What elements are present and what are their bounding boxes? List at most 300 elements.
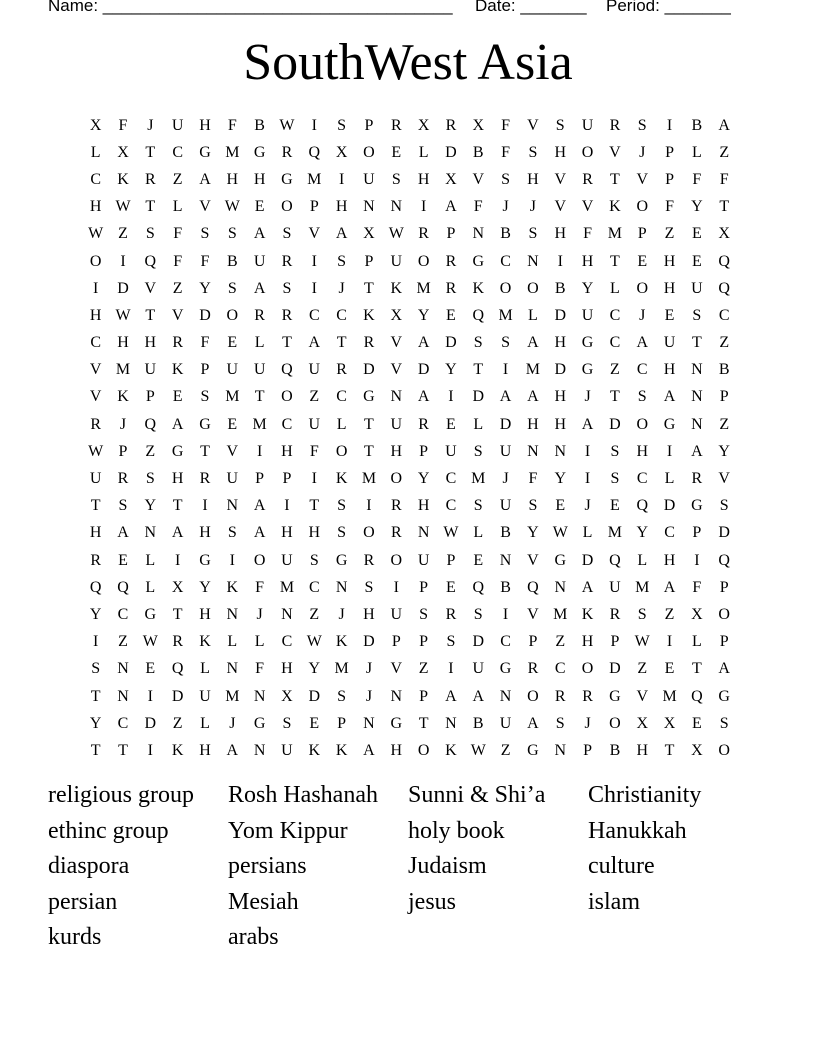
grid-letter: F — [692, 578, 702, 596]
grid-letter: N — [363, 714, 375, 732]
grid-letter: T — [145, 306, 156, 324]
grid-letter: U — [499, 497, 512, 515]
grid-letter: S — [555, 714, 565, 732]
grid-letter: A — [226, 741, 239, 759]
grid-letter: M — [115, 361, 131, 379]
grid-letter: F — [719, 170, 729, 188]
grid-letter: Q — [472, 306, 485, 324]
grid-letter: S — [473, 334, 483, 352]
grid-letter: R — [281, 143, 293, 161]
grid-letter: V — [581, 198, 594, 216]
grid-letter: Y — [199, 578, 211, 596]
grid-letter: T — [90, 687, 101, 705]
grid-letter: J — [529, 198, 537, 216]
grid-letter: S — [364, 578, 374, 596]
header-fields — [48, 0, 748, 20]
grid-letter: X — [117, 143, 129, 161]
period-field-label: Period: _______ — [606, 0, 731, 15]
grid-letter: H — [417, 170, 430, 188]
grid-letter: O — [363, 524, 375, 542]
grid-letter: X — [691, 741, 703, 759]
grid-letter: Z — [555, 633, 566, 651]
grid-letter: U — [609, 578, 621, 596]
grid-letter: Z — [610, 361, 620, 379]
grid-letter: Z — [637, 660, 648, 678]
grid-row — [82, 493, 738, 520]
grid-row — [82, 139, 738, 166]
grid-letter: N — [527, 442, 539, 460]
grid-letter: H — [89, 524, 102, 542]
grid-letter: K — [581, 605, 594, 623]
grid-letter: I — [120, 252, 126, 270]
word-bank-item: religious group — [48, 782, 194, 808]
grid-letter: H — [390, 442, 403, 460]
grid-letter: T — [610, 170, 620, 188]
grid-letter: N — [390, 198, 403, 216]
grid-letter: P — [665, 143, 674, 161]
grid-letter: H — [117, 334, 129, 352]
grid-letter: D — [199, 306, 211, 324]
grid-letter: I — [694, 551, 700, 569]
grid-letter: O — [581, 143, 594, 161]
word-bank-item: Christianity — [588, 782, 702, 808]
grid-letter: V — [199, 198, 211, 216]
grid-letter: I — [256, 442, 263, 460]
grid-letter: U — [281, 741, 293, 759]
grid-letter: I — [311, 279, 317, 297]
grid-letter: I — [666, 633, 673, 651]
grid-letter: F — [173, 225, 183, 243]
grid-letter: H — [144, 334, 157, 352]
grid-letter: J — [229, 714, 236, 732]
grid-letter: T — [90, 741, 101, 759]
grid-letter: Q — [718, 279, 730, 297]
grid-letter: R — [609, 605, 621, 623]
grid-row — [82, 574, 738, 601]
grid-letter: D — [363, 633, 375, 651]
grid-letter: N — [281, 605, 293, 623]
grid-letter: W — [88, 225, 104, 243]
grid-letter: N — [691, 388, 703, 406]
grid-letter: S — [337, 524, 347, 542]
grid-letter: P — [364, 252, 374, 270]
grid-letter: N — [527, 252, 539, 270]
grid-letter: H — [171, 470, 184, 488]
grid-letter: R — [445, 279, 457, 297]
grid-letter: M — [607, 225, 623, 243]
grid-letter: H — [663, 361, 676, 379]
grid-letter: Z — [719, 143, 730, 161]
grid-letter: R — [281, 252, 293, 270]
grid-letter: N — [691, 361, 703, 379]
grid-letter: U — [199, 687, 211, 705]
grid-letter: I — [311, 470, 317, 488]
grid-letter: F — [173, 252, 183, 270]
grid-letter: W — [88, 442, 104, 460]
grid-letter: E — [691, 252, 702, 270]
grid-letter: N — [445, 714, 457, 732]
grid-letter: I — [584, 470, 591, 488]
grid-letter: N — [390, 687, 403, 705]
grid-letter: J — [119, 415, 127, 433]
grid-letter: R — [90, 551, 101, 569]
grid-letter: P — [610, 633, 620, 651]
grid-letter: Y — [691, 198, 703, 216]
grid-letter: O — [335, 442, 348, 460]
grid-letter: J — [147, 116, 154, 134]
grid-letter: I — [557, 252, 563, 270]
grid-letter: K — [363, 306, 375, 324]
grid-letter: E — [227, 415, 238, 433]
grid-letter: E — [309, 714, 320, 732]
grid-letter: P — [692, 524, 702, 542]
grid-letter: G — [281, 170, 293, 188]
grid-letter: Z — [664, 225, 675, 243]
grid-letter: Q — [144, 252, 157, 270]
grid-letter: A — [718, 660, 730, 678]
grid-letter: C — [117, 605, 129, 623]
grid-letter: U — [417, 551, 430, 569]
grid-letter: U — [390, 415, 403, 433]
grid-letter: O — [636, 415, 648, 433]
grid-letter: D — [117, 279, 129, 297]
grid-letter: Q — [691, 687, 703, 705]
grid-letter: A — [581, 415, 594, 433]
grid-letter: I — [338, 170, 345, 188]
grid-letter: Y — [144, 497, 157, 515]
grid-letter: S — [282, 279, 292, 297]
grid-letter: S — [337, 687, 347, 705]
grid-letter: T — [172, 605, 183, 623]
grid-row — [82, 275, 738, 302]
grid-letter: Y — [417, 306, 430, 324]
grid-letter: Z — [172, 170, 183, 188]
grid-letter: S — [200, 225, 210, 243]
grid-letter: K — [308, 741, 321, 759]
grid-letter: O — [390, 551, 403, 569]
grid-letter: A — [581, 578, 594, 596]
grid-letter: S — [501, 334, 511, 352]
grid-letter: L — [90, 143, 101, 161]
grid-letter: S — [501, 170, 511, 188]
grid-letter: A — [253, 524, 266, 542]
grid-letter: N — [554, 442, 567, 460]
grid-letter: S — [692, 306, 702, 324]
grid-letter: G — [253, 714, 266, 732]
grid-letter: M — [279, 578, 295, 596]
word-bank-item: Judaism — [408, 853, 487, 879]
grid-letter: A — [253, 279, 266, 297]
grid-letter: E — [118, 551, 128, 569]
date-field-label: Date: _______ — [475, 0, 587, 15]
grid-letter: R — [418, 415, 429, 433]
grid-letter: F — [692, 170, 702, 188]
grid-letter: H — [363, 605, 375, 623]
grid-letter: U — [445, 442, 457, 460]
grid-letter: S — [637, 388, 647, 406]
grid-letter: X — [663, 714, 676, 732]
grid-letter: I — [229, 551, 235, 569]
grid-letter: Z — [664, 605, 675, 623]
grid-letter: K — [199, 633, 211, 651]
grid-letter: Q — [472, 578, 485, 596]
grid-letter: H — [199, 524, 211, 542]
grid-letter: V — [226, 442, 239, 460]
word-bank-item: culture — [588, 853, 655, 879]
grid-row — [82, 330, 738, 357]
grid-letter: T — [118, 741, 128, 759]
grid-letter: S — [145, 470, 155, 488]
grid-letter: P — [719, 388, 729, 406]
grid-letter: P — [200, 361, 210, 379]
grid-letter: A — [171, 524, 184, 542]
grid-letter: U — [581, 116, 594, 134]
grid-letter: U — [89, 470, 102, 488]
grid-letter: P — [637, 225, 647, 243]
grid-letter: Q — [144, 415, 157, 433]
grid-letter: U — [581, 306, 594, 324]
grid-letter: I — [666, 442, 673, 460]
grid-letter: T — [610, 388, 620, 406]
grid-letter: H — [308, 524, 321, 542]
grid-letter: N — [499, 551, 512, 569]
grid-letter: B — [500, 578, 511, 596]
grid-letter: F — [227, 116, 237, 134]
word-bank-item: ethinc group — [48, 817, 169, 844]
grid-letter: T — [309, 497, 320, 515]
grid-letter: K — [117, 170, 129, 188]
grid-letter: U — [171, 116, 184, 134]
grid-letter: P — [337, 714, 347, 732]
grid-letter: C — [500, 633, 511, 651]
grid-letter: O — [417, 252, 430, 270]
grid-letter: L — [254, 633, 265, 651]
grid-letter: I — [448, 660, 454, 678]
grid-letter: X — [171, 578, 184, 596]
grid-letter: I — [311, 116, 317, 134]
grid-letter: R — [336, 361, 347, 379]
grid-letter: M — [416, 279, 431, 297]
grid-letter: M — [361, 470, 377, 488]
grid-letter: W — [388, 225, 404, 243]
grid-letter: A — [663, 388, 676, 406]
grid-letter: O — [636, 198, 648, 216]
grid-row — [82, 737, 738, 764]
grid-letter: S — [282, 225, 292, 243]
grid-letter: V — [472, 170, 485, 188]
grid-letter: N — [691, 415, 703, 433]
grid-letter: C — [90, 334, 101, 352]
grid-letter: J — [639, 306, 646, 324]
grid-row — [82, 112, 738, 139]
grid-letter: A — [472, 687, 485, 705]
grid-letter: H — [527, 170, 539, 188]
grid-letter: I — [366, 497, 372, 515]
grid-row — [82, 629, 738, 656]
grid-letter: H — [281, 524, 293, 542]
grid-letter: U — [253, 361, 266, 379]
grid-letter: M — [498, 306, 513, 324]
grid-row — [82, 357, 738, 384]
grid-letter: N — [226, 660, 239, 678]
grid-letter: A — [527, 334, 539, 352]
grid-letter: K — [609, 198, 621, 216]
grid-letter: S — [337, 497, 347, 515]
grid-letter: C — [117, 714, 129, 732]
grid-letter: Q — [308, 143, 321, 161]
grid-letter: S — [637, 605, 647, 623]
grid-letter: U — [308, 361, 321, 379]
grid-letter: A — [527, 714, 539, 732]
grid-letter: I — [448, 388, 454, 406]
grid-letter: Z — [309, 605, 320, 623]
grid-letter: R — [418, 225, 429, 243]
grid-letter: K — [390, 279, 403, 297]
grid-letter: O — [226, 306, 239, 324]
grid-letter: J — [256, 605, 263, 623]
grid-letter: Y — [417, 470, 430, 488]
grid-letter: N — [226, 605, 239, 623]
grid-letter: B — [226, 252, 238, 270]
grid-letter: R — [254, 306, 265, 324]
grid-letter: G — [691, 497, 703, 515]
grid-letter: X — [281, 687, 293, 705]
grid-letter: Y — [89, 605, 102, 623]
grid-letter: I — [93, 279, 99, 297]
grid-letter: A — [499, 388, 512, 406]
grid-letter: C — [554, 660, 566, 678]
grid-letter: W — [443, 524, 459, 542]
grid-letter: D — [609, 660, 621, 678]
grid-letter: C — [500, 252, 511, 270]
grid-letter: T — [282, 334, 292, 352]
grid-letter: V — [527, 551, 539, 569]
grid-letter: M — [471, 470, 486, 488]
grid-letter: W — [224, 198, 240, 216]
grid-letter: Z — [309, 388, 320, 406]
grid-letter: J — [338, 279, 345, 297]
grid-letter: T — [664, 741, 675, 759]
grid-letter: H — [636, 442, 648, 460]
grid-letter: U — [226, 470, 239, 488]
grid-letter: H — [417, 497, 430, 515]
grid-letter: U — [499, 442, 512, 460]
grid-letter: G — [581, 334, 594, 352]
grid-letter: T — [254, 388, 265, 406]
grid-letter: X — [636, 714, 648, 732]
grid-letter: N — [253, 741, 266, 759]
grid-letter: L — [336, 415, 347, 433]
grid-letter: U — [472, 660, 485, 678]
grid-letter: Y — [527, 524, 539, 542]
grid-letter: P — [446, 225, 456, 243]
grid-letter: I — [147, 687, 153, 705]
grid-letter: M — [607, 524, 623, 542]
grid-letter: S — [419, 605, 429, 623]
grid-letter: Q — [636, 497, 648, 515]
grid-letter: W — [115, 306, 131, 324]
grid-letter: R — [554, 687, 566, 705]
grid-letter: D — [363, 361, 375, 379]
grid-letter: I — [584, 442, 591, 460]
grid-letter: C — [636, 470, 648, 488]
grid-letter: M — [225, 143, 240, 161]
grid-letter: I — [174, 551, 181, 569]
grid-letter: R — [582, 687, 593, 705]
grid-letter: Y — [554, 470, 567, 488]
word-bank-item: arabs — [228, 924, 279, 950]
grid-letter: E — [691, 714, 702, 732]
grid-letter: V — [89, 388, 102, 406]
grid-letter: C — [172, 143, 183, 161]
grid-letter: U — [499, 714, 512, 732]
grid-letter: K — [226, 578, 239, 596]
grid-letter: O — [281, 198, 293, 216]
grid-letter: L — [145, 578, 156, 596]
grid-letter: R — [281, 306, 293, 324]
grid-letter: N — [117, 687, 129, 705]
grid-letter: S — [118, 497, 128, 515]
grid-letter: K — [335, 741, 348, 759]
grid-letter: L — [145, 551, 156, 569]
grid-letter: N — [554, 578, 567, 596]
grid-letter: J — [365, 687, 373, 705]
grid-letter: A — [199, 170, 211, 188]
grid-letter: D — [445, 334, 457, 352]
grid-letter: F — [583, 225, 593, 243]
grid-letter: J — [365, 660, 373, 678]
grid-letter: W — [552, 524, 568, 542]
grid-letter: I — [502, 361, 509, 379]
grid-letter: R — [117, 470, 129, 488]
grid-letter: G — [609, 687, 621, 705]
grid-letter: O — [636, 279, 648, 297]
grid-letter: C — [336, 388, 347, 406]
grid-letter: R — [363, 551, 375, 569]
grid-letter: A — [663, 578, 676, 596]
grid-letter: O — [281, 388, 293, 406]
grid-letter: L — [691, 633, 702, 651]
grid-letter: Z — [118, 225, 128, 243]
grid-letter: S — [473, 442, 483, 460]
grid-letter: U — [691, 279, 703, 297]
grid-letter: O — [609, 714, 621, 732]
grid-row — [82, 194, 738, 221]
name-field-label: Name: _____________________________________ — [48, 0, 453, 15]
grid-letter: P — [419, 578, 429, 596]
grid-letter: Q — [117, 578, 129, 596]
grid-letter: O — [390, 470, 403, 488]
grid-letter: O — [363, 143, 375, 161]
grid-letter: H — [281, 660, 293, 678]
grid-letter: M — [334, 660, 349, 678]
grid-letter: G — [390, 714, 403, 732]
grid-letter: R — [609, 116, 621, 134]
grid-letter: D — [554, 361, 567, 379]
grid-letter: D — [663, 497, 676, 515]
grid-letter: K — [171, 361, 184, 379]
grid-letter: X — [472, 116, 485, 134]
grid-letter: G — [554, 551, 567, 569]
grid-letter: E — [610, 497, 620, 515]
grid-letter: X — [390, 306, 403, 324]
grid-letter: J — [584, 388, 591, 406]
grid-letter: H — [226, 170, 239, 188]
grid-letter: B — [500, 225, 511, 243]
grid-letter: E — [664, 306, 675, 324]
grid-letter: P — [391, 633, 401, 651]
grid-row — [82, 438, 738, 465]
